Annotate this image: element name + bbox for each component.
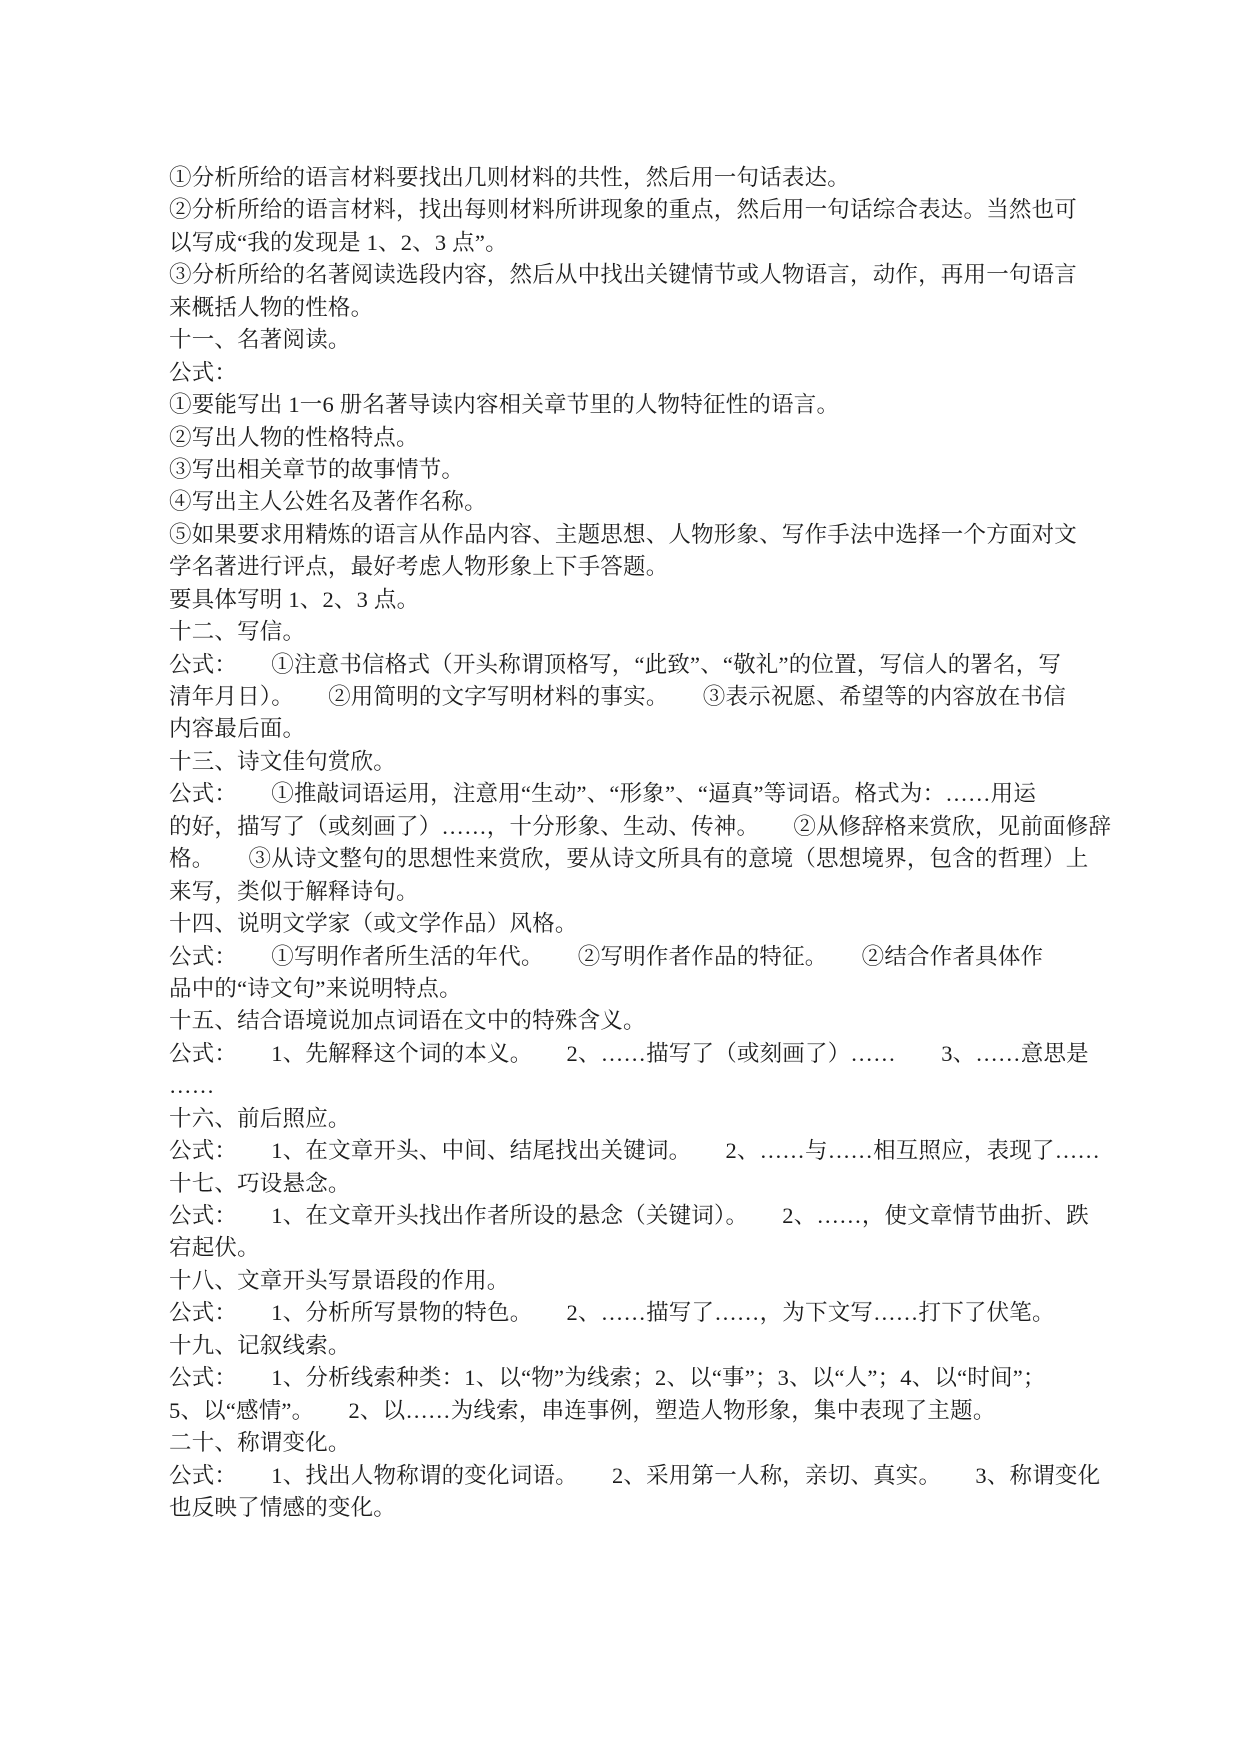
- text-line: 公式： ①写明作者所生活的年代。 ②写明作者作品的特征。 ②结合作者具体作: [169, 943, 1044, 969]
- text-line-section-heading: 二十、称谓变化。: [169, 1430, 351, 1456]
- text-line: 公式： 1、在文章开头找出作者所设的悬念（关键词）。 2、……，使文章情节曲折、跌: [169, 1203, 1089, 1228]
- text-line: 也反映了情感的变化。: [169, 1494, 397, 1520]
- text-line: 要具体写明 1、2、3 点。: [169, 586, 420, 612]
- text-line: 5、以“感情”。 2、以……为线索，串连事例，塑造人物形象，集中表现了主题。: [169, 1397, 996, 1423]
- text-line: 清年月日）。 ②用简明的文字写明材料的事实。 ③表示祝愿、希望等的内容放在书信: [169, 684, 1066, 709]
- text-line: 以写成“我的发现是 1、2、3 点”。: [169, 229, 508, 255]
- text-line: 品中的“诗文句”来说明特点。: [169, 975, 462, 1001]
- text-line: 公式： 1、分析所写景物的特色。 2、……描写了……，为下文写……打下了伏笔。: [169, 1300, 1055, 1326]
- text-line: 来写，类似于解释诗句。: [169, 878, 419, 904]
- text-block: [169, 162, 1112, 1524]
- text-line: 公式： 1、找出人物称谓的变化词语。 2、采用第一人称，亲切、真实。 3、称谓变化: [169, 1462, 1101, 1488]
- text-line: ①分析所给的语言材料要找出几则材料的共性，然后用一句话表达。: [169, 165, 851, 190]
- text-line-section-heading: 十三、诗文佳句赏欣。: [169, 748, 397, 774]
- text-line: ②写出人物的性格特点。: [169, 424, 419, 450]
- text-line-section-heading: 十八、文章开头写景语段的作用。: [169, 1267, 510, 1293]
- text-line: 公式： ①注意书信格式（开头称谓顶格写，“此致”、“敬礼”的位置，写信人的署名，写: [169, 651, 1062, 677]
- text-line: 格。 ③从诗文整句的思想性来赏欣，要从诗文所具有的意境（思想境界，包含的哲理）上: [169, 846, 1089, 872]
- text-line-section-heading: 十一、名著阅读。: [169, 327, 351, 353]
- text-line-section-heading: 十四、说明文学家（或文学作品）风格。: [169, 911, 578, 937]
- text-line: 公式： 1、分析线索种类：1、以“物”为线索；2、以“事”；3、以“人”；4、以“时间”；: [169, 1365, 1046, 1391]
- text-line-section-heading: 十七、巧设悬念。: [169, 1170, 351, 1196]
- text-line: ③写出相关章节的故事情节。: [169, 456, 465, 482]
- text-line: 来概括人物的性格。: [169, 294, 374, 320]
- text-line-section-heading: 十九、记叙线索。: [169, 1332, 351, 1358]
- text-line: 公式： 1、先解释这个词的本义。 2、……描写了（或刻画了）…… 3、……意思是: [169, 1040, 1089, 1066]
- text-line: 公式：: [169, 359, 238, 385]
- text-line: ②分析所给的语言材料，找出每则材料所讲现象的重点，然后用一句话综合表达。当然也可: [169, 197, 1078, 223]
- text-line: 学名著进行评点，最好考虑人物形象上下手答题。: [169, 554, 669, 580]
- text-line: 内容最后面。: [169, 716, 306, 742]
- text-line-section-heading: 十五、结合语境说加点词语在文中的特殊含义。: [169, 1008, 646, 1034]
- text-line-section-heading: 十六、前后照应。: [169, 1105, 351, 1131]
- text-line-section-heading: 十二、写信。: [169, 619, 306, 645]
- text-line: ……: [169, 1073, 215, 1099]
- text-line: 宕起伏。: [169, 1235, 260, 1261]
- text-line: ⑤如果要求用精炼的语言从作品内容、主题思想、人物形象、写作手法中选择一个方面对文: [169, 521, 1078, 547]
- text-line: ④写出主人公姓名及著作名称。: [169, 489, 487, 515]
- text-line: ①要能写出 1一6 册名著导读内容相关章节里的人物特征性的语言。: [169, 392, 840, 418]
- text-line: 的好，描写了（或刻画了）……，十分形象、生动、传神。 ②从修辞格来赏欣，见前面修辞: [169, 813, 1112, 839]
- text-line: 公式： ①推敲词语运用，注意用“生动”、“形象”、“逼真”等词语。格式为：……用运: [169, 781, 1037, 807]
- text-line: 公式： 1、在文章开头、中间、结尾找出关键词。 2、……与……相互照应，表现了……: [169, 1138, 1101, 1164]
- text-line: ③分析所给的名著阅读选段内容，然后从中找出关键情节或人物语言，动作，再用一句语言: [169, 262, 1078, 288]
